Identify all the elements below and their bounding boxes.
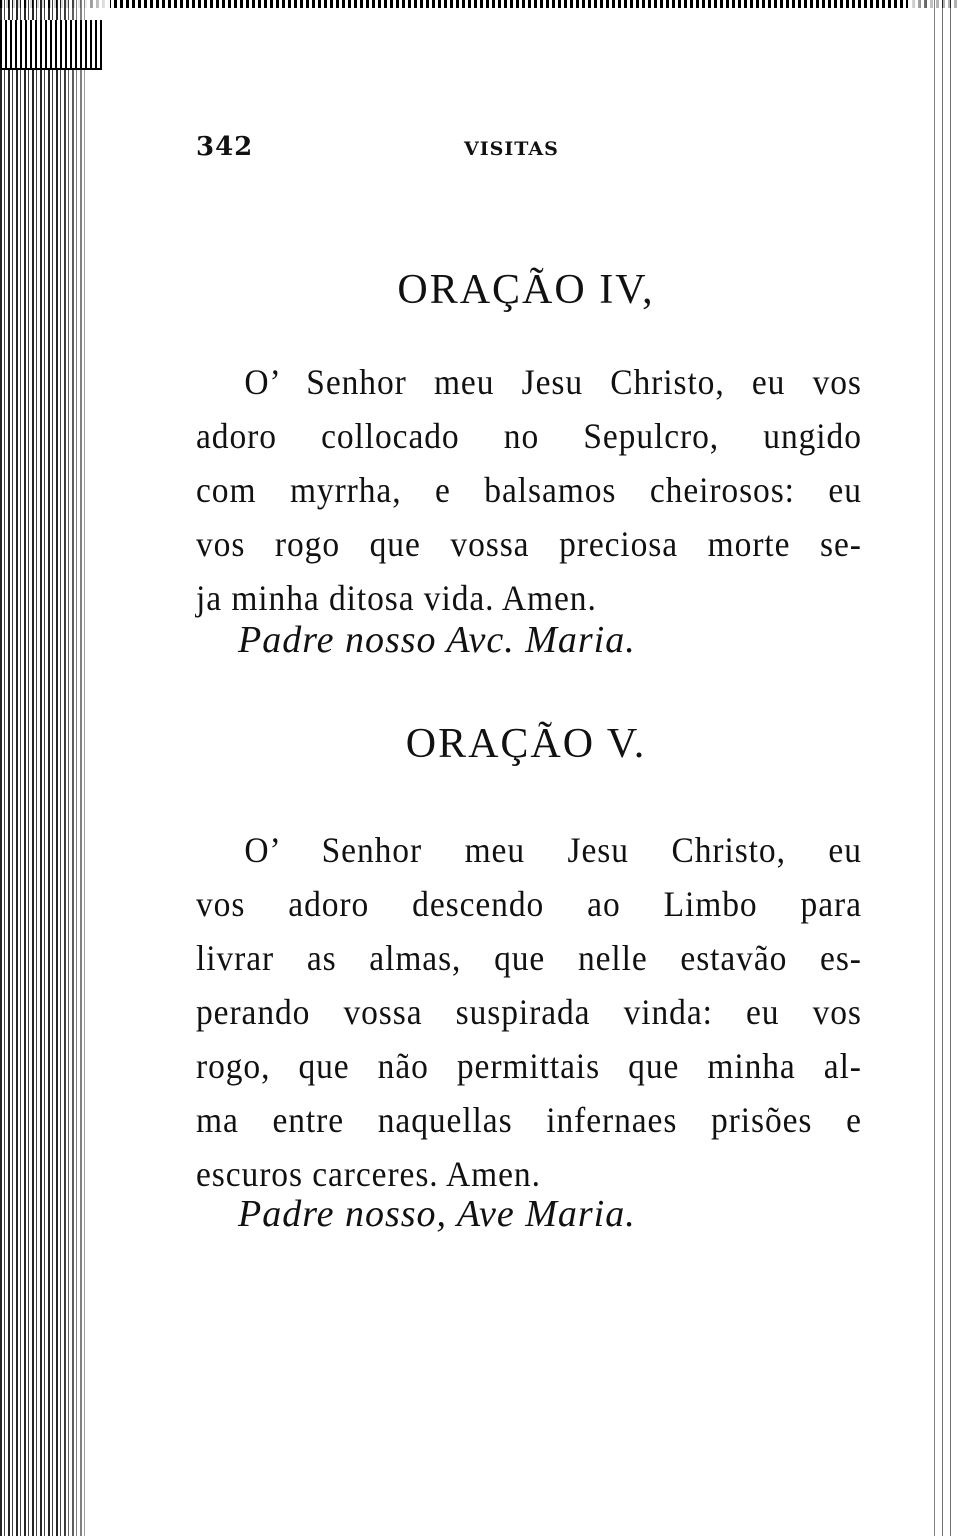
prayer-line: com myrrha, e balsamos cheirosos: eu (196, 470, 862, 510)
prayer-line: ma entre naquellas infernaes prisões e (196, 1100, 862, 1140)
prayer-line: escuros carceres. Amen. (196, 1154, 541, 1194)
section-title-oracao-v: ORAÇÃO V. (405, 721, 647, 767)
prayer-line: vos rogo que vossa preciosa morte se- (196, 524, 862, 564)
prayer-line: adoro collocado no Sepulcro, ungido (196, 416, 862, 456)
closing-line-oracao-v: Padre nosso, Ave Maria. (238, 1193, 636, 1235)
scan-corner-fold (0, 20, 102, 70)
prayer-body-oracao-iv (196, 355, 862, 625)
prayer-line: vos adoro descendo ao Limbo para (196, 884, 862, 924)
scan-right-edge-fade (908, 0, 938, 1536)
page-header (196, 132, 596, 172)
running-title: VISITAS (464, 138, 559, 160)
prayer-line: rogo, que não permittais que minha al- (196, 1046, 862, 1086)
page-number: 342 (196, 132, 254, 162)
section-title-oracao-iv: ORAÇÃO IV, (397, 267, 655, 313)
scan-top-edge (0, 0, 958, 8)
prayer-line: ja minha ditosa vida. Amen. (196, 578, 597, 618)
prayer-line: perando vossa suspirada vinda: eu vos (196, 992, 862, 1032)
prayer-line: O’ Senhor meu Jesu Christo, eu (244, 830, 862, 870)
closing-line-oracao-iv: Padre nosso Avc. Maria. (238, 619, 636, 661)
prayer-body-oracao-v (196, 823, 862, 1201)
prayer-line: livrar as almas, que nelle estavão es- (196, 938, 862, 978)
scan-binding-fade (60, 0, 110, 1536)
prayer-line: O’ Senhor meu Jesu Christo, eu vos (244, 362, 862, 402)
